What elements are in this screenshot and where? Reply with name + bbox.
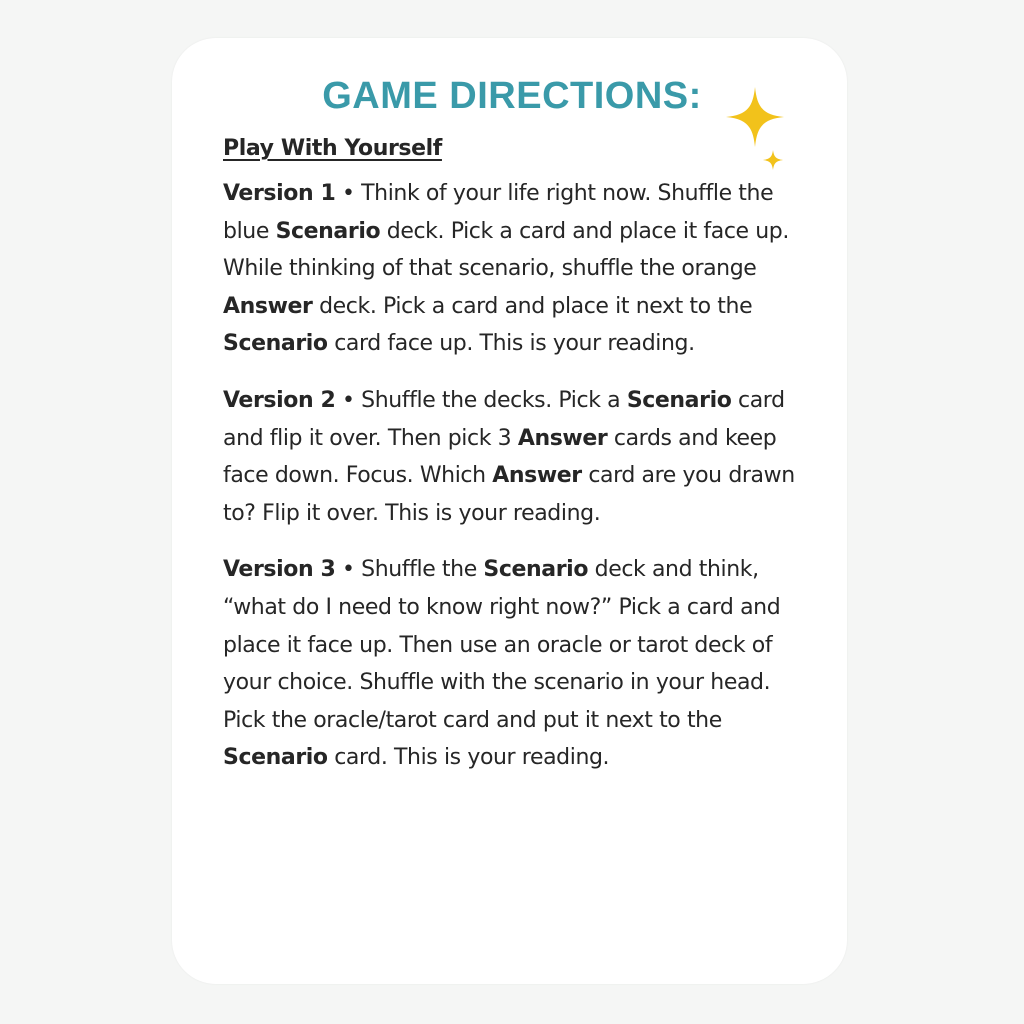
emphasis-term: Answer xyxy=(492,463,582,489)
card-title: GAME DIRECTIONS: xyxy=(322,75,702,117)
version-label: Version 2 xyxy=(223,387,336,413)
emphasis-term: Scenario xyxy=(223,745,328,771)
body-text: Shuffle the xyxy=(361,557,484,583)
bullet-separator: • xyxy=(335,557,362,583)
body-text: deck and think, “what do I need to know right now?” Pick a card and place it face up. Then use an oracle or tarot deck of your choice. Shuffle with the scenario in your head. Pick the oracle/tarot card and put it next to the xyxy=(223,557,781,733)
body-text: deck. Pick a card and place it next to the xyxy=(312,293,753,319)
body-text: card are you drawn to? Flip it over. This is your reading. xyxy=(223,463,795,526)
directions-content xyxy=(223,131,813,796)
bullet-separator: • xyxy=(335,181,362,206)
section-subtitle: Play With Yourself xyxy=(223,136,442,161)
body-text: card and flip it over. Then pick 3 xyxy=(223,387,785,451)
version-1-paragraph xyxy=(223,175,813,363)
bullet-separator: • xyxy=(335,387,362,413)
version-label: Version 1 xyxy=(223,181,336,206)
body-text: Shuffle the decks. Pick a xyxy=(361,387,627,413)
versions-list xyxy=(223,175,813,777)
version-2-paragraph xyxy=(223,382,813,532)
body-text: cards and keep face down. Focus. Which xyxy=(223,425,777,489)
emphasis-term: Scenario xyxy=(626,387,732,413)
body-text: Think of your life right now. Shuffle the blue xyxy=(223,181,774,244)
emphasis-term: Answer xyxy=(223,293,313,319)
version-3-paragraph xyxy=(223,551,813,777)
emphasis-term: Scenario xyxy=(483,557,589,583)
emphasis-term: Scenario xyxy=(223,331,328,357)
emphasis-term: Answer xyxy=(517,425,608,451)
emphasis-term: Scenario xyxy=(275,218,381,244)
body-text: card face up. This is your reading. xyxy=(327,331,695,357)
body-text: deck. Pick a card and place it face up. While thinking of that scenario, shuffle the orange xyxy=(223,218,789,282)
body-text: card. This is your reading. xyxy=(327,745,610,771)
version-label: Version 3 xyxy=(223,557,336,583)
